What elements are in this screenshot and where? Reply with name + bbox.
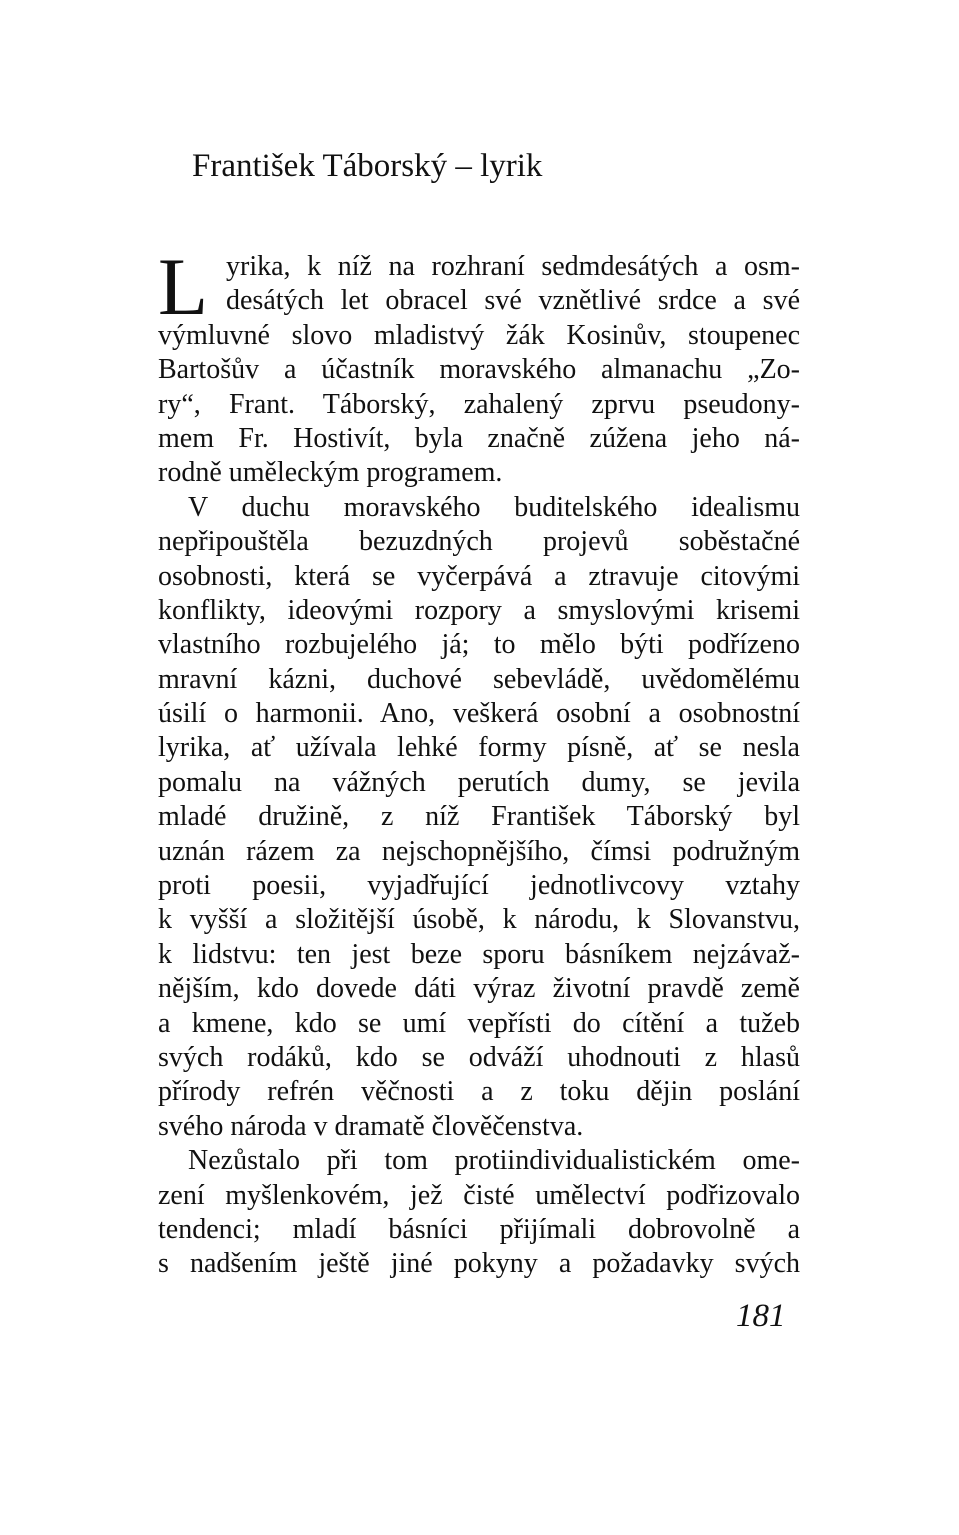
text-line: vlastního rozbujelého já; to mělo býti podřízeno [158, 629, 800, 661]
text-line: ry“, Frant. Táborský, zahalený zprvu pseudony- [158, 388, 800, 420]
text-line: yrika, k níž na rozhraní sedmdesátých a osm- [226, 251, 800, 282]
text-line: konflikty, ideovými rozpory a smyslovými krisemi [158, 594, 800, 626]
text-line: svých rodáků, kdo se odváží uhodnouti z hlasů [158, 1041, 800, 1073]
text-line: tendenci; mladí básníci přijímali dobrovolně a [158, 1213, 800, 1245]
text-line: Nezůstalo při tom protiindividualistickém ome- [188, 1145, 800, 1177]
text-line: Bartošův a účastník moravského almanachu „Zo- [158, 354, 800, 386]
text-line: pomalu na vážných perutích dumy, se jevila [158, 766, 800, 798]
text-line: osobnosti, která se vyčerpává a ztravuje citovými [158, 560, 800, 592]
body-text [158, 241, 800, 1282]
text-line: nepřipouštěla bezuzdných projevů soběstačné [158, 526, 800, 558]
text-line: svého národa v dramatě člověčenstva. [158, 1110, 584, 1142]
text-line: k vyšší a složitější úsobě, k národu, k Slovanstvu, [158, 904, 800, 936]
text-line: k lidstvu: ten jest beze sporu básníkem nejzávaž- [158, 938, 800, 970]
page-number: 181 [736, 1298, 786, 1334]
drop-cap: L [158, 241, 209, 332]
text-line: rodně uměleckým programem. [158, 457, 503, 489]
text-line: V duchu moravského buditelského idealismu [188, 491, 800, 523]
text-line: desátých let obracel své vznětlivé srdce a své [226, 285, 800, 317]
text-line: lyrika, ať užívala lehké formy písně, ať se nesla [158, 732, 800, 764]
text-line: výmluvné slovo mladistvý žák Kosinův, stoupenec [158, 319, 800, 351]
text-line: nějším, kdo dovede dáti výraz životní pravdě země [158, 973, 800, 1005]
text-line: s nadšením ještě jiné pokyny a požadavky svých [158, 1248, 800, 1280]
text-line: mem Fr. Hostivít, byla značně zúžena jeho ná- [158, 422, 800, 454]
text-line: zení myšlenkovém, jež čisté umělectví podřizovalo [158, 1179, 800, 1211]
text-line: mladé družině, z níž František Táborský byl [158, 801, 800, 833]
text-line: úsilí o harmonii. Ano, veškerá osobní a osobnostní [158, 698, 800, 730]
chapter-title: František Táborský – lyrik [192, 148, 543, 184]
text-line: a kmene, kdo se umí vepřísti do cítění a tužeb [158, 1007, 800, 1039]
text-line: mravní kázni, duchové sebevládě, uvědomělému [158, 663, 800, 695]
text-line: přírody refrén věčnosti a z toku dějin poslání [158, 1076, 800, 1108]
text-line: proti poesii, vyjadřující jednotlivcovy vztahy [158, 870, 800, 902]
text-line: uznán rázem za nejschopnějšího, čímsi podružným [158, 835, 800, 867]
